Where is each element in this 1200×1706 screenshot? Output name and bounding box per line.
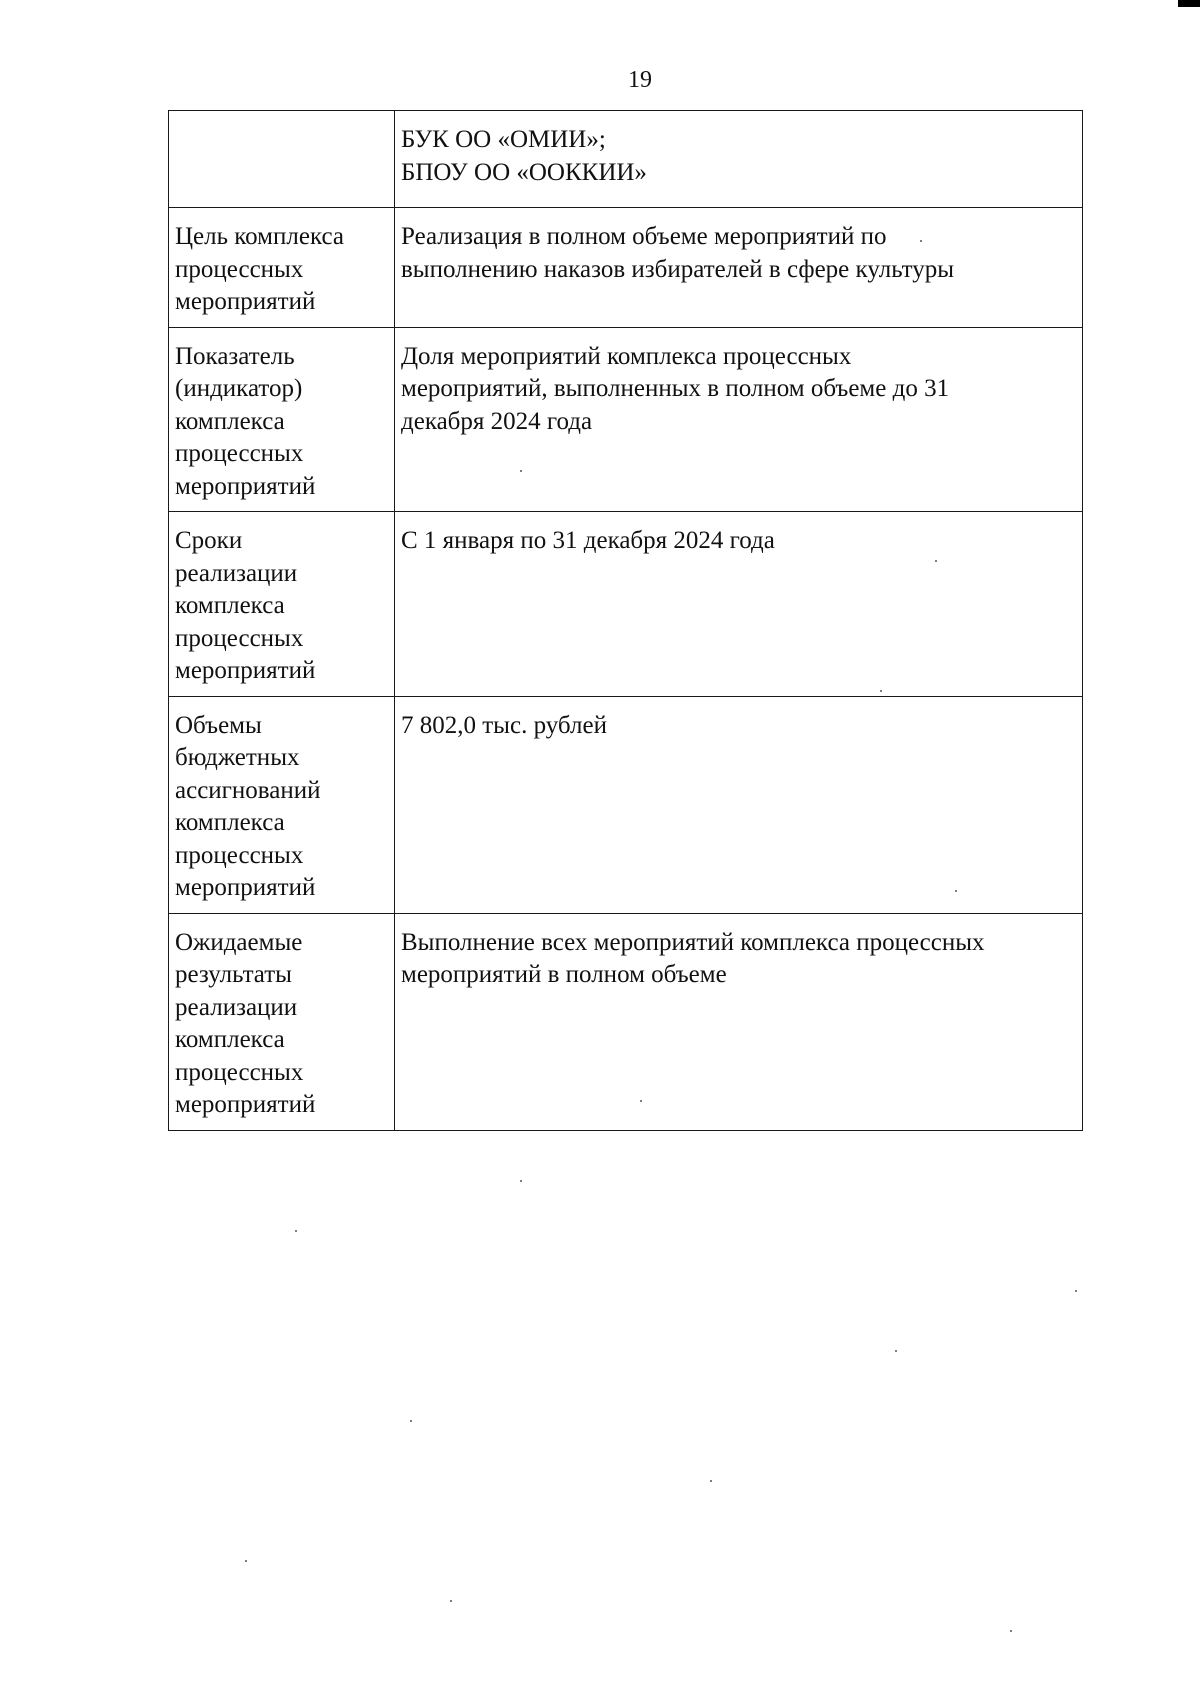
row-value-organizations: БУК ОО «ОМИИ»; БПОУ ОО «ООККИИ» [395,111,1083,208]
table-row [169,913,1083,1130]
scan-speck [295,1230,297,1232]
table-row [169,208,1083,328]
scan-speck [935,560,937,562]
table-row [169,327,1083,512]
table-row [169,696,1083,913]
table-row [169,512,1083,697]
scan-corner-mark [1178,0,1200,7]
scan-speck [520,1180,522,1182]
row-value-goal: Реализация в полном объеме мероприятий по выполнению наказов избирателей в сфере культуры [395,208,1083,328]
scan-speck [895,1350,897,1352]
scan-speck [450,1600,452,1602]
row-label-results: Ожидаемые результаты реализации комплекса процессных мероприятий [169,913,395,1130]
scan-speck [640,1100,642,1102]
row-label-indicator: Показатель (индикатор) комплекса процессных мероприятий [169,327,395,512]
row-label-goal: Цель комплекса процессных мероприятий [169,208,395,328]
scan-speck [410,1420,412,1422]
row-label-period: Сроки реализации комплекса процессных мероприятий [169,512,395,697]
passport-table [168,110,1083,1131]
scan-speck [1010,1630,1012,1632]
scan-speck [920,240,922,242]
row-label-budget: Объемы бюджетных ассигнований комплекса процессных мероприятий [169,696,395,913]
scan-speck [520,470,522,472]
scan-speck [1075,1290,1077,1292]
page-number: 19 [628,67,652,93]
row-value-period: С 1 января по 31 декабря 2024 года [395,512,1083,697]
scan-speck [880,690,882,692]
row-value-indicator: Доля мероприятий комплекса процессных мероприятий, выполненных в полном объеме до 31 декабря 2024 года [395,327,1083,512]
row-label [169,111,395,208]
scan-speck [245,1560,247,1562]
scan-speck [955,890,957,892]
row-value-results: Выполнение всех мероприятий комплекса процессных мероприятий в полном объеме [395,913,1083,1130]
scan-speck [710,1480,712,1482]
row-value-budget: 7 802,0 тыс. рублей [395,696,1083,913]
table-row [169,111,1083,208]
